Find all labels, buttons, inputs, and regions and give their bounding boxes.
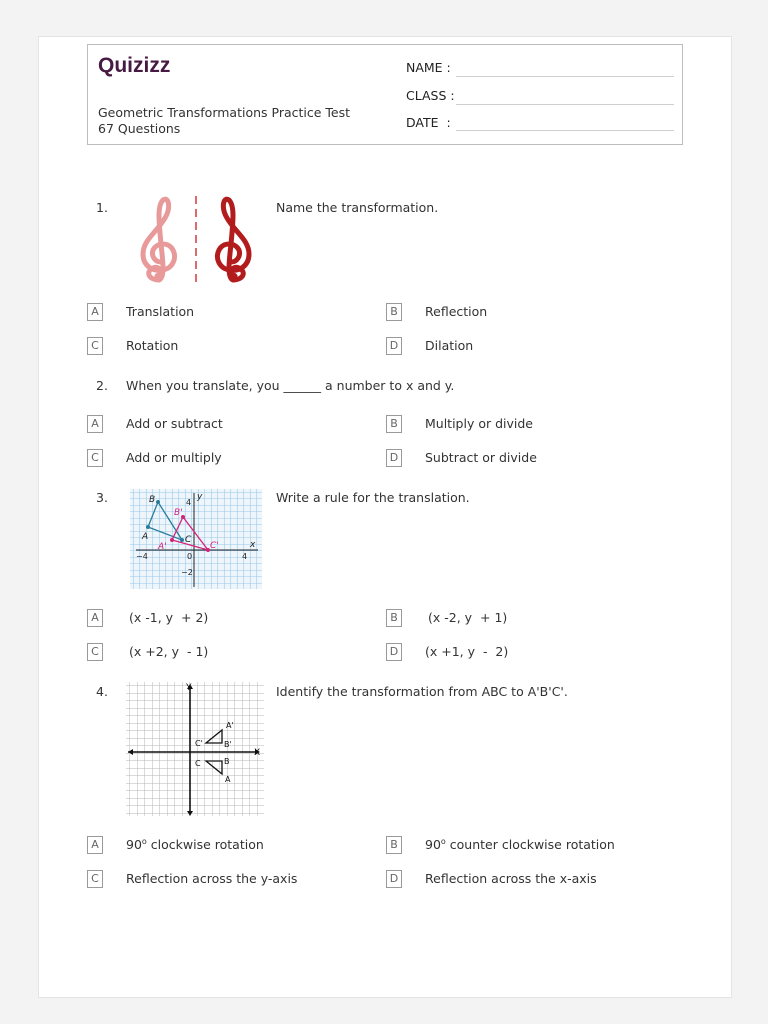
treble-clef-reflection-image — [125, 192, 265, 284]
point-c — [180, 538, 184, 542]
q1-option-d-box[interactable]: D — [386, 337, 402, 355]
question-4-number: 4. — [96, 684, 108, 699]
q1-option-d-text: Dilation — [425, 338, 474, 353]
q2-option-b-box[interactable]: B — [386, 415, 402, 433]
svg-text:Quizizz: Quizizz — [98, 54, 171, 77]
q4-option-d-box[interactable]: D — [386, 870, 402, 888]
q3-option-c-text: (x +2, y - 1) — [129, 644, 209, 659]
q4-option-b-box[interactable]: B — [386, 836, 402, 854]
label-x-axis: x — [250, 540, 256, 550]
q1-option-a-text: Translation — [126, 304, 195, 319]
translation-grid-figure — [130, 489, 262, 589]
q4-option-c-text: Reflection across the y-axis — [126, 871, 298, 886]
reflection-grid-figure — [126, 682, 264, 816]
label-a-prime: A' — [158, 542, 167, 552]
point-a — [146, 525, 150, 529]
q1-option-c-text: Rotation — [126, 338, 179, 353]
q3-option-a-text: (x -1, y + 2) — [129, 610, 209, 625]
date-label: DATE : — [406, 115, 451, 130]
q2-option-a-box[interactable]: A — [87, 415, 103, 433]
label-a-prime: A' — [226, 721, 234, 730]
tick-x-4: 4 — [242, 552, 248, 561]
label-y-axis: Y — [186, 683, 192, 693]
q1-option-c-box[interactable]: C — [87, 337, 103, 355]
q4-option-b-text: 90$^o$ counter clockwise rotation — [425, 837, 615, 853]
label-a: A — [142, 532, 149, 542]
label-c-prime: C' — [195, 739, 203, 748]
question-2-number: 2. — [96, 378, 108, 393]
q4-option-d-text: Reflection across the x-axis — [425, 871, 597, 886]
tick-y-4: 4 — [186, 498, 192, 507]
question-4-text: Identify the transformation from ABC to A'B'C'. — [276, 684, 568, 699]
label-b-prime: B' — [224, 740, 232, 749]
q3-option-a-box[interactable]: A — [87, 609, 103, 627]
q2-option-c-text: Add or multiply — [126, 450, 222, 465]
q1-option-a-box[interactable]: A — [87, 303, 103, 321]
label-b: B — [149, 495, 156, 505]
question-count: 67 Questions — [98, 121, 181, 136]
tick-x-minus-4: −4 — [136, 552, 148, 561]
grid-background — [126, 682, 264, 816]
label-c-prime: C' — [210, 541, 219, 551]
quizizz-logo — [98, 51, 178, 79]
treble-clef-left-icon — [143, 199, 175, 280]
q2-option-b-text: Multiply or divide — [425, 416, 533, 431]
q1-option-b-box[interactable]: B — [386, 303, 402, 321]
q2-option-d-box[interactable]: D — [386, 449, 402, 467]
label-a: A — [225, 775, 231, 784]
question-1-number: 1. — [96, 200, 108, 215]
label-b-prime: B' — [174, 508, 183, 518]
name-label: NAME : — [406, 60, 451, 75]
point-a-prime — [170, 538, 174, 542]
question-2-text: When you translate, you ______ a number to x and y. — [126, 378, 455, 393]
q1-option-b-text: Reflection — [425, 304, 488, 319]
tick-origin: 0 — [187, 552, 193, 561]
treble-clef-right-icon — [217, 199, 249, 280]
q3-option-b-text: (x -2, y + 1) — [428, 610, 508, 625]
label-b: B — [224, 757, 230, 766]
label-x-axis: X — [254, 748, 261, 758]
class-line[interactable] — [456, 104, 674, 105]
q3-option-d-box[interactable]: D — [386, 643, 402, 661]
question-1-text: Name the transformation. — [276, 200, 439, 215]
q2-option-d-text: Subtract or divide — [425, 450, 537, 465]
label-c: C — [195, 759, 201, 768]
q2-option-a-text: Add or subtract — [126, 416, 223, 431]
worksheet-page — [38, 36, 732, 998]
point-b — [156, 500, 160, 504]
class-label: CLASS : — [406, 88, 455, 103]
question-3-number: 3. — [96, 490, 108, 505]
question-3-text: Write a rule for the translation. — [276, 490, 470, 505]
tick-y-minus-2: −2 — [181, 568, 193, 577]
q4-option-c-box[interactable]: C — [87, 870, 103, 888]
name-line[interactable] — [456, 76, 674, 77]
test-title: Geometric Transformations Practice Test — [98, 105, 351, 120]
label-c: C — [185, 535, 192, 545]
q3-option-b-box[interactable]: B — [386, 609, 402, 627]
label-y-axis: y — [197, 492, 203, 502]
date-line[interactable] — [456, 130, 674, 131]
q4-option-a-box[interactable]: A — [87, 836, 103, 854]
q2-option-c-box[interactable]: C — [87, 449, 103, 467]
worksheet-header — [87, 44, 683, 145]
q4-option-a-text: 90$^o$ clockwise rotation — [126, 837, 264, 853]
q3-option-c-box[interactable]: C — [87, 643, 103, 661]
q3-option-d-text: (x +1, y - 2) — [425, 644, 509, 659]
